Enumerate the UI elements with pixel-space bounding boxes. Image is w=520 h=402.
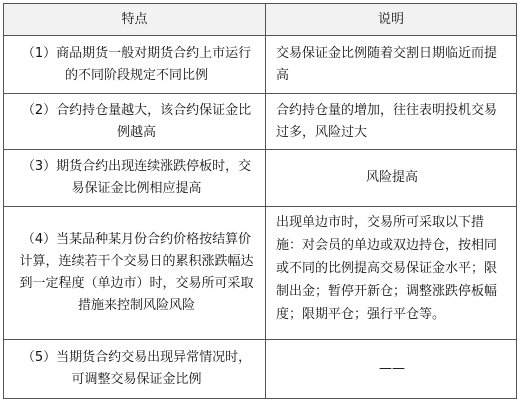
feature-cell: （5）当期货合约交易出现异常情况时，可调整交易保证金比例 xyxy=(4,339,266,398)
header-feature: 特点 xyxy=(4,4,266,36)
feature-cell: （2）合约持仓量越大，该合约保证金比例越高 xyxy=(4,94,266,150)
description-cell: 交易保证金比例随着交割日期临近而提高 xyxy=(266,36,517,94)
table-row xyxy=(4,207,517,339)
table-body xyxy=(4,36,517,399)
description-cell: 风险提高 xyxy=(266,150,517,207)
feature-cell: （4）当某品种某月份合约价格按结算价计算，连续若干个交易日的累积涨跌幅达到一定程度（单边市）时，交易所可采取措施来控制风险风险 xyxy=(4,207,266,339)
table-row xyxy=(4,36,517,94)
table-header xyxy=(4,4,517,36)
table-row xyxy=(4,150,517,207)
table-row xyxy=(4,94,517,150)
description-cell: 合约持仓量的增加，往往表明投机交易过多，风险过大 xyxy=(266,94,517,150)
description-cell: —— xyxy=(266,339,517,398)
table-row xyxy=(4,339,517,398)
description-cell: 出现单边市时，交易所可采取以下措施：对会员的单边或双边持仓，按相同或不同的比例提高交易保证金水平；限制出金；暂停开新仓；调整涨跌停板幅度；限期平仓；强行平仓等。 xyxy=(266,207,517,339)
header-row xyxy=(4,4,517,36)
header-description: 说明 xyxy=(266,4,517,36)
feature-cell: （3）期货合约出现连续涨跌停板时，交易保证金比例相应提高 xyxy=(4,150,266,207)
margin-rules-table xyxy=(3,3,517,399)
feature-cell: （1）商品期货一般对期货合约上市运行的不同阶段规定不同比例 xyxy=(4,36,266,94)
